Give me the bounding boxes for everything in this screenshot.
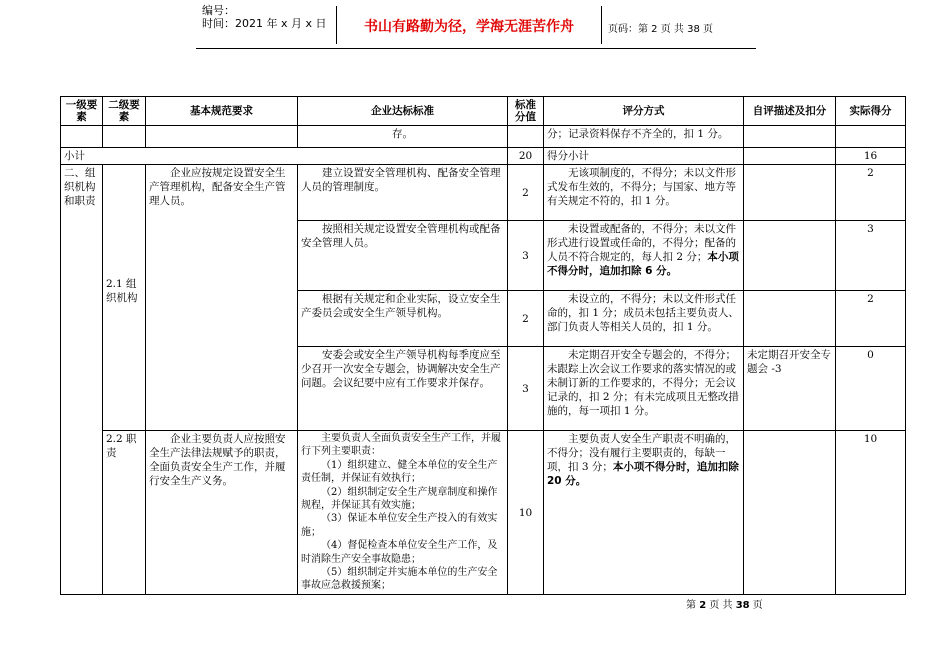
duty-line: （1）组织建立、健全本单位的安全生产责任制，并保证有效执行； [301, 459, 498, 485]
level2-cell: 2.1 组织机构 [103, 165, 146, 431]
col-header: 评分方式 [544, 97, 744, 126]
table-header-row [61, 97, 906, 126]
footer-text: 页 共 [706, 600, 736, 611]
points-cell: 3 [508, 347, 544, 431]
self-assessment-cell [744, 291, 836, 347]
page-footer [686, 596, 763, 611]
duty-line: （2）组织制定安全生产规章制度和操作规程，并保证其有效实施； [301, 486, 498, 512]
subtotal-label: 小计 [61, 148, 508, 165]
col-header: 标准分值 [508, 97, 544, 126]
header-meta [202, 4, 327, 30]
col-header: 一级要素 [61, 97, 103, 126]
header-motto: 书山有路勤为径，学海无涯苦作舟 [364, 19, 574, 35]
duty-line: 主要负责人全面负责安全生产工作，并履行下列主要职责： [301, 433, 501, 458]
header-divider [601, 6, 602, 44]
footer-text: 第 [686, 600, 700, 611]
self-assessment-cell [744, 221, 836, 291]
points-cell: 2 [508, 291, 544, 347]
points-cell: 3 [508, 221, 544, 291]
level1-cell: 二、组织机构和职责 [61, 165, 103, 595]
standard-cell: 根据有关规定和企业实际，设立安全生产委员会或安全生产领导机构。 [298, 291, 508, 347]
scoring-cell: 无该项制度的，不得分；未以文件形式发布生效的，不得分；与国家、地方等有关规定不符的，扣 1 分。 [544, 165, 744, 221]
points-cell: 10 [508, 431, 544, 595]
standard-cell: 建立设置安全管理机构、配备安全管理人员的管理制度。 [298, 165, 508, 221]
duty-line: （5）组织制定并实施本单位的生产安全事故应急救援预案； [301, 567, 498, 592]
scoring-cell: 未定期召开安全专题会的，不得分；未跟踪上次会议工作要求的落实情况的或未制订新的工作要求的，不得分；无会议记录的，扣 2 分；有未完成项且无整改措施的，每一项扣 1 分。 [544, 347, 744, 431]
level2-cell: 2.2 职责 [103, 431, 146, 595]
actual-score-cell: 10 [836, 431, 906, 595]
actual-score-cell: 3 [836, 221, 906, 291]
requirement-cell: 企业应按规定设置安全生产管理机构，配备安全生产管理人员。 [146, 165, 298, 431]
number-label: 编号： [202, 4, 235, 17]
header-page-info: 页码：第 2 页 共 38 页 [608, 24, 713, 35]
footer-text: 页 [749, 600, 763, 611]
points-cell: 2 [508, 165, 544, 221]
subtotal-score: 20 [508, 148, 544, 165]
actual-score-cell: 2 [836, 291, 906, 347]
standards-table [60, 96, 906, 595]
subtotal-score-label: 得分小计 [544, 148, 744, 165]
col-header: 二级要素 [103, 97, 146, 126]
actual-score-cell: 2 [836, 165, 906, 221]
scoring-cell: 分；记录资料保存不齐全的，扣 1 分。 [544, 126, 744, 148]
col-header: 自评描述及扣分 [744, 97, 836, 126]
subtotal-row [61, 148, 906, 165]
col-header: 企业达标标准 [298, 97, 508, 126]
scoring-text: 未设置或配备的，不得分；未以文件形式进行设置或任命的，不得分；配备的人员不符合规定的，每人扣 2 分； [547, 223, 736, 263]
subtotal-actual: 16 [836, 148, 906, 165]
actual-score-cell: 0 [836, 347, 906, 431]
time-label: 时间：2021 年 x 月 x 日 [202, 17, 327, 30]
col-header: 实际得分 [836, 97, 906, 126]
requirement-cell: 企业主要负责人应按照安全生产法律法规赋予的职责，全面负责安全生产工作，并履行安全生产义务。 [146, 431, 298, 595]
self-assessment-cell [744, 165, 836, 221]
scoring-cell [544, 431, 744, 595]
standard-cell: 存。 [298, 126, 508, 148]
standard-cell: 按照相关规定设置安全管理机构或配备安全管理人员。 [298, 221, 508, 291]
scoring-cell [544, 221, 744, 291]
scoring-text: 主要负责人安全生产职责不明确的，不得分；没有履行主要职责的，每缺一项，扣 3 分； [547, 433, 736, 473]
duty-line: （3）保证本单位安全生产投入的有效实施； [301, 513, 498, 538]
scoring-cell: 未设立的，不得分；未以文件形式任命的，扣 1 分；成员未包括主要负责人、部门负责人等相关人员的，扣 1 分。 [544, 291, 744, 347]
footer-page-total: 38 [735, 600, 750, 611]
standard-cell [298, 431, 508, 595]
scoring-penalty: 本小项不得分时，追加扣除 20 分。 [547, 461, 739, 487]
table-row [61, 431, 906, 595]
standard-cell: 安委会或安全生产领导机构每季度应至少召开一次安全专题会，协调解决安全生产问题。会议纪要中应有工作要求并保存。 [298, 347, 508, 431]
table-row [61, 165, 906, 221]
footer-page-number: 2 [699, 600, 707, 611]
header-divider [336, 6, 337, 44]
duty-line: （4）督促检查本单位安全生产工作，及时消除生产安全事故隐患； [301, 540, 498, 565]
self-assessment-cell: 未定期召开安全专题会 -3 [744, 347, 836, 431]
page-header [196, 2, 756, 49]
self-assessment-cell [744, 431, 836, 595]
scoring-penalty: 本小项不得分时，追加扣除 6 分。 [547, 251, 739, 277]
col-header: 基本规范要求 [146, 97, 298, 126]
table-row [61, 126, 906, 148]
